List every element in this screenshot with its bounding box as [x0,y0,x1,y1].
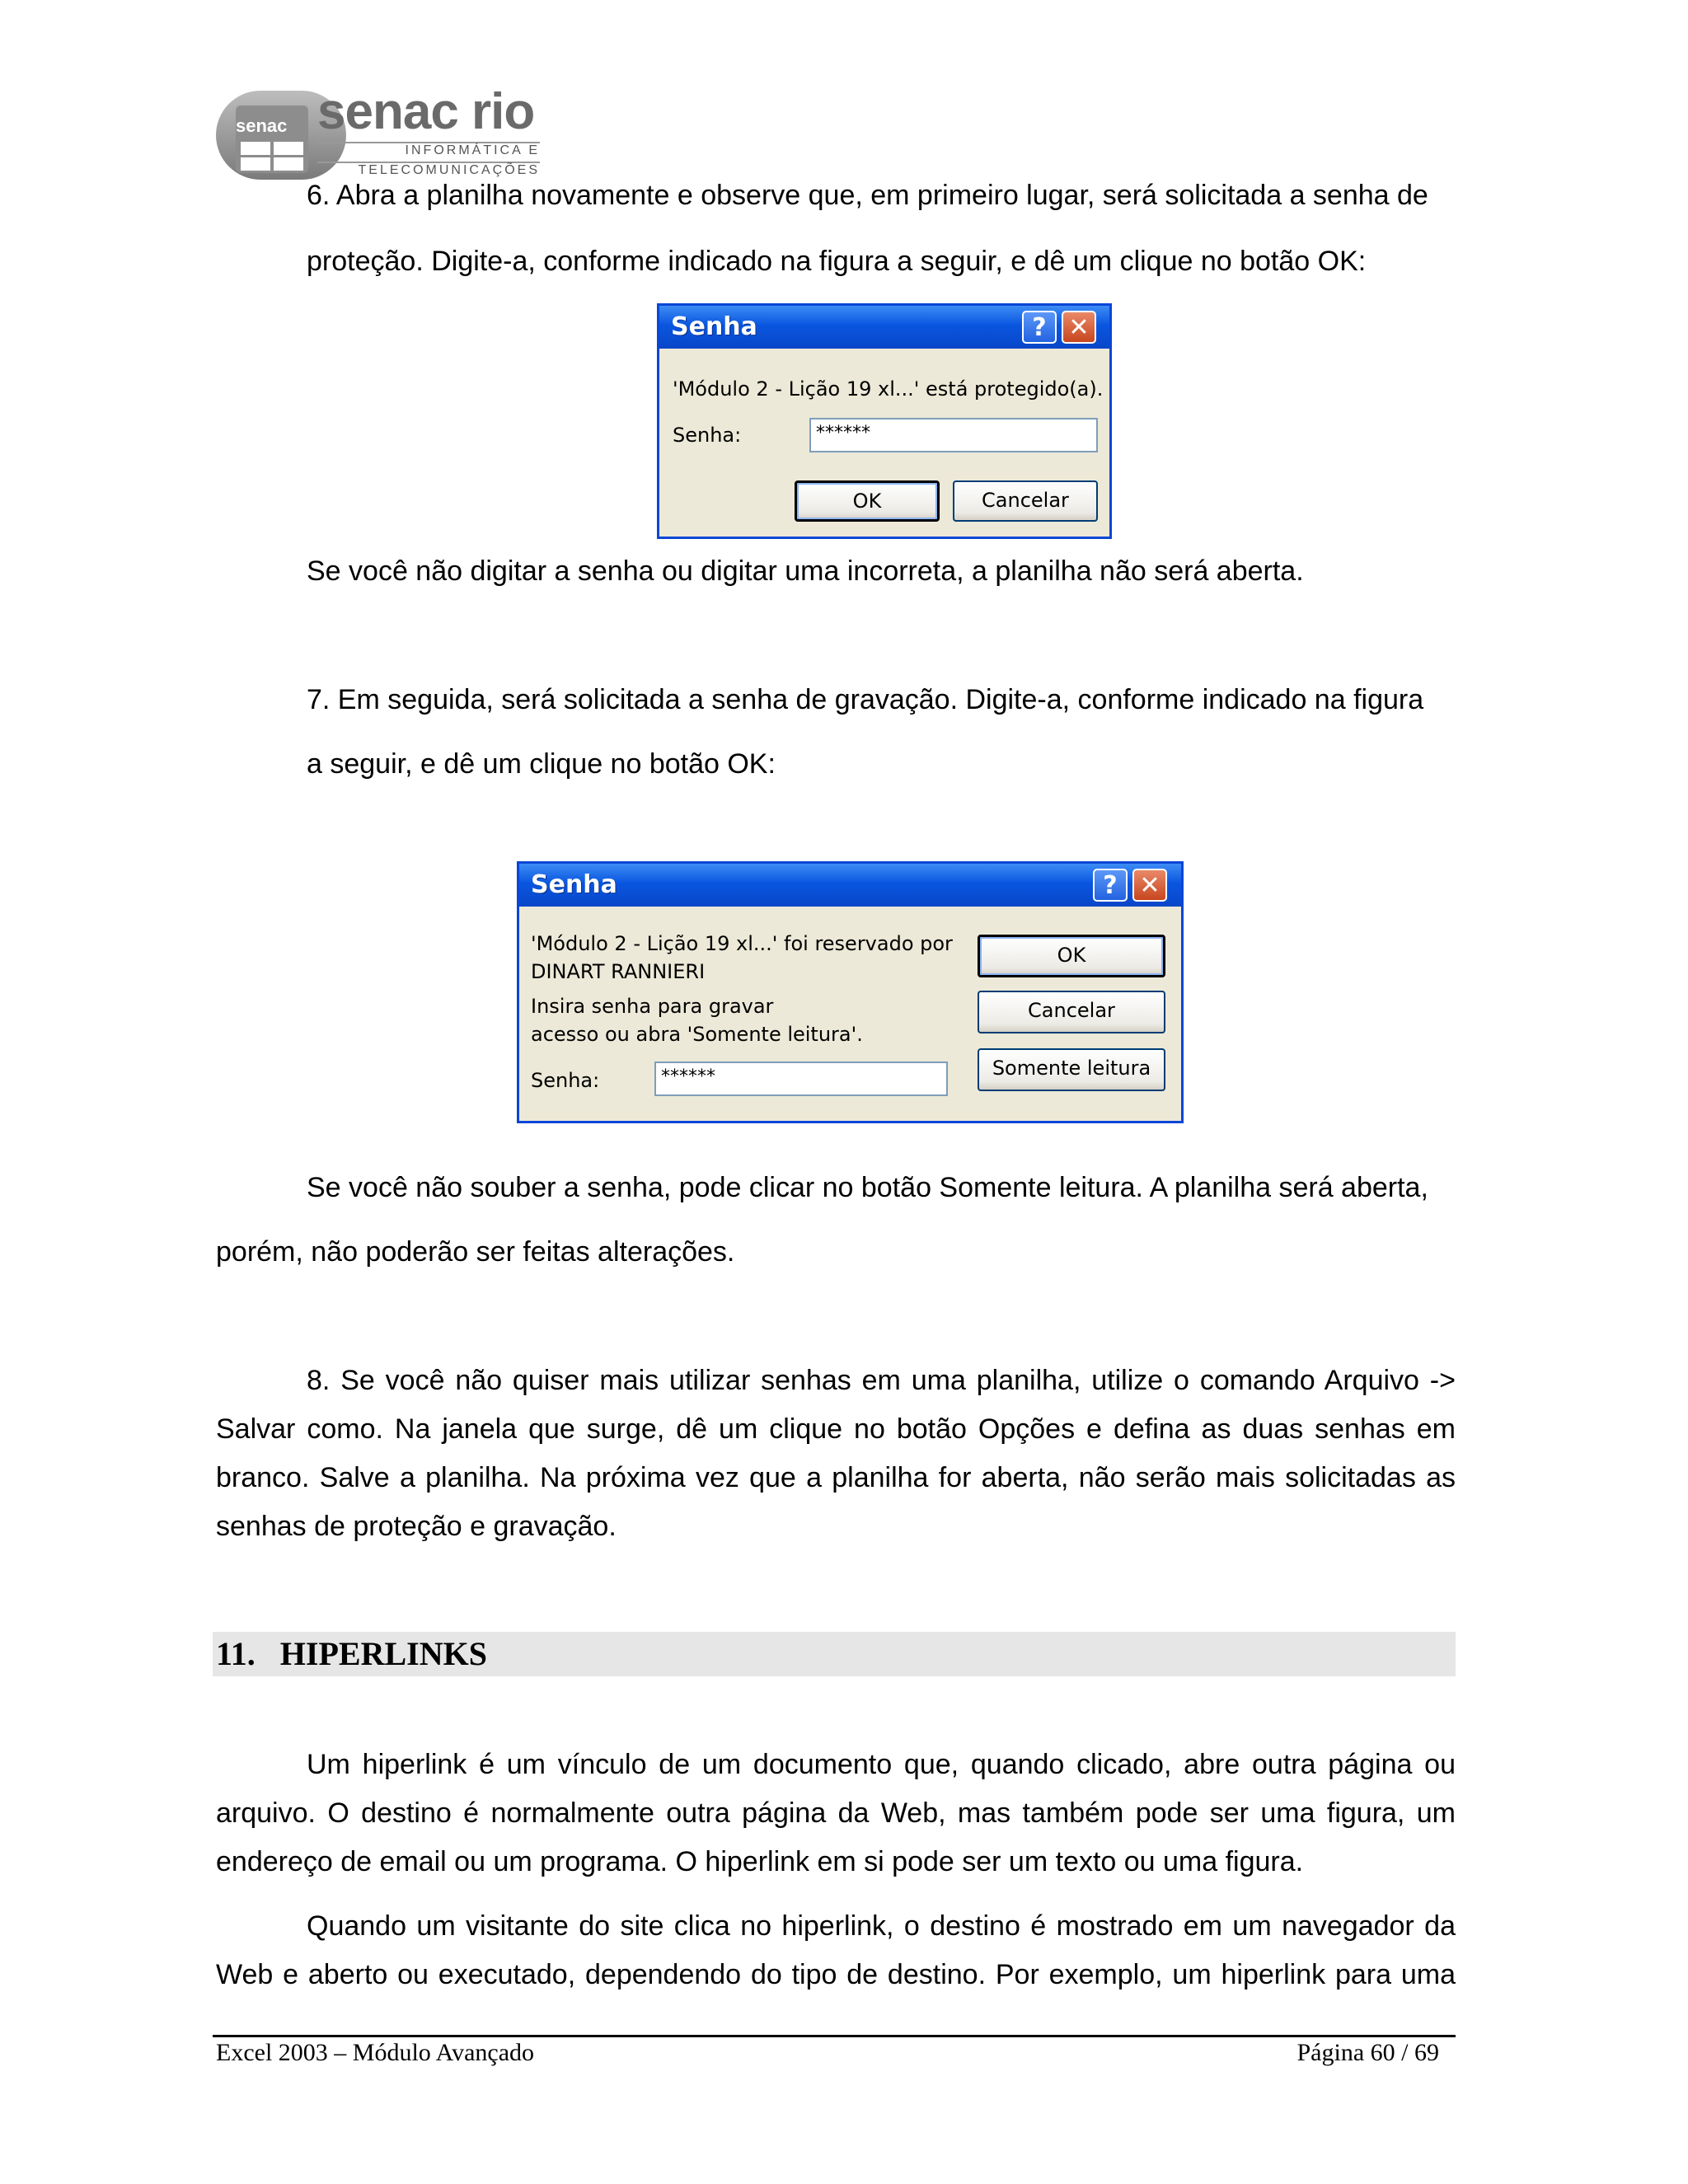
dialog-message-line1: 'Módulo 2 - Lição 19 xl...' foi reservado por [531,932,953,955]
after-dialog2-line2: porém, não poderão ser feitas alterações. [216,1236,735,1268]
help-icon[interactable]: ? [1093,869,1128,902]
step6-line1: 6. Abra a planilha novamente e observe que, em primeiro lugar, será solicitada a senha de [307,180,1428,211]
hyperlink-p2-line1: Quando um visitante do site clica no hiperlink, o destino é mostrado em um navegador da [307,1910,1456,1942]
dialog-message-line4: acesso ou abra 'Somente leitura'. [531,1023,863,1046]
step7-line2: a seguir, e dê um clique no botão OK: [307,748,776,780]
after-dialog2-line1: Se você não souber a senha, pode clicar no botão Somente leitura. A planilha será aberta, [307,1172,1428,1203]
dialog-title: Senha [671,312,757,341]
logo-name: senac rio [317,83,535,140]
step7-line1: 7. Em seguida, será solicitada a senha de gravação. Digite-a, conforme indicado na figura [307,684,1424,715]
password-input[interactable]: ****** [809,418,1098,452]
cancel-button[interactable]: Cancelar [953,480,1098,522]
hyperlink-p1-line3: endereço de email ou um programa. O hiperlink em si pode ser um texto ou uma figura. [216,1846,1304,1877]
logo-icon-word: senac [236,115,288,136]
step8-line3: branco. Salve a planilha. Na próxima vez que a planilha for aberta, não serão mais solicitadas as [216,1462,1456,1493]
ok-button[interactable]: OK [795,480,940,522]
logo-subtitle-1: INFORMÁTICA E [317,142,540,158]
close-icon[interactable]: ✕ [1062,311,1096,344]
cancel-button[interactable]: Cancelar [978,991,1165,1033]
hyperlink-p2-line2: Web e aberto ou executado, dependendo do tipo de destino. Por exemplo, um hiperlink para uma [216,1959,1456,1990]
dialog-title: Senha [531,870,617,899]
dialog-message-line2: DINART RANNIERI [531,960,706,983]
footer-title: Excel 2003 – Módulo Avançado [216,2039,535,2066]
dialog-message-line3: Insira senha para gravar [531,995,774,1018]
logo-subtitle-2: TELECOMUNICAÇÕES [317,162,540,178]
password-dialog-protect [657,303,1112,539]
password-input[interactable]: ****** [654,1062,948,1096]
page-number: Página 60 / 69 [1296,2039,1439,2066]
help-icon[interactable]: ? [1022,311,1057,344]
password-label: Senha: [531,1069,600,1092]
step8-line4: senhas de proteção e gravação. [216,1511,617,1542]
after-dialog1-text: Se você não digitar a senha ou digitar uma incorreta, a planilha não será aberta. [307,555,1304,587]
close-icon[interactable]: ✕ [1132,869,1167,902]
dialog-titlebar [519,864,1181,907]
section-heading: 11. HIPERLINKS [216,1635,487,1672]
hyperlink-p1-line2: arquivo. O destino é normalmente outra página da Web, mas também pode ser uma figura, um [216,1797,1456,1829]
step8-line1: 8. Se você não quiser mais utilizar senhas em uma planilha, utilize o comando Arquivo -> [307,1365,1456,1396]
read-only-button[interactable]: Somente leitura [978,1048,1165,1091]
dialog-message: 'Módulo 2 - Lição 19 xl...' está protegido(a). [673,377,1104,401]
step6-line2: proteção. Digite-a, conforme indicado na figura a seguir, e dê um clique no botão OK: [307,246,1367,277]
hyperlink-p1-line1: Um hiperlink é um vínculo de um documento que, quando clicado, abre outra página ou [307,1749,1456,1780]
ok-button[interactable]: OK [978,935,1165,977]
password-label: Senha: [673,424,742,447]
step8-line2: Salvar como. Na janela que surge, dê um clique no botão Opções e defina as duas senhas em [216,1413,1456,1445]
password-dialog-write [517,861,1184,1123]
footer-rule [213,2035,1456,2037]
